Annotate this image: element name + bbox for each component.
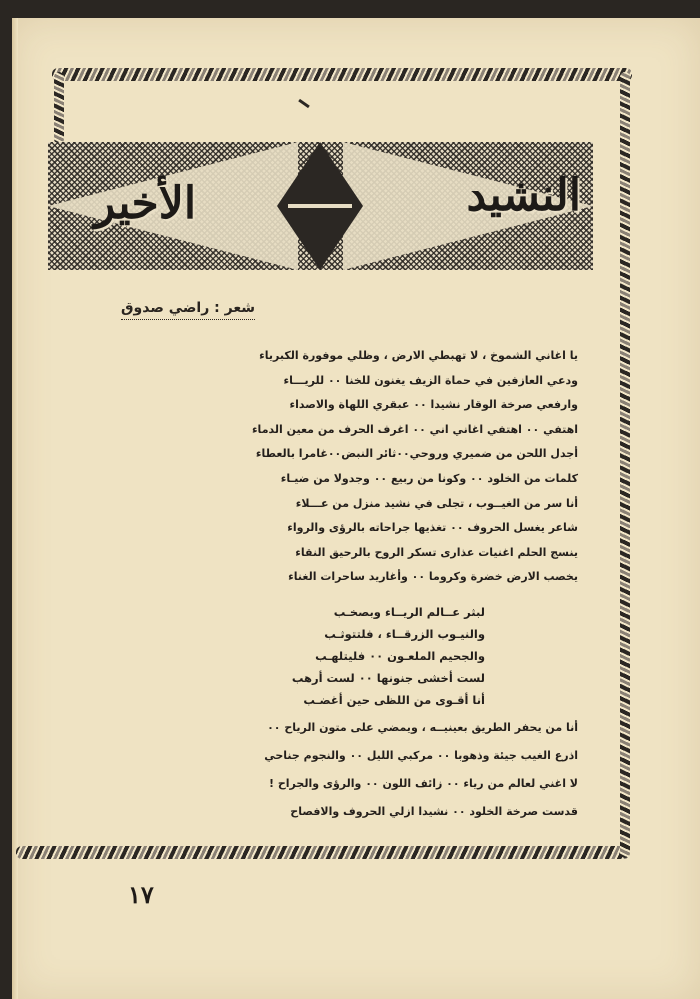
frame-right-border (620, 72, 630, 858)
poem-line: أجدل اللحن من ضميري وروحي٠٠ثائر النبض٠٠غامرا بالعطاء (255, 447, 578, 461)
poem-line: يا اغاني الشموخ ، لا تهبطي الارض ، وظلي موفورة الكبرياء (259, 349, 578, 362)
poem-line: لا اغني لعالم من رياء ٠٠ زائف اللون ٠٠ والرؤى والجراح ! (269, 777, 578, 790)
poem-line: أنا من يحفر الطريق بعينيــه ، ويمضي على متون الرياح ٠٠ (267, 721, 578, 734)
poem-line: قدست صرخة الخلود ٠٠ نشيدا ازلي الحروف والافصاح (290, 805, 578, 818)
title-word-right: النشيد (466, 170, 581, 221)
poem-closing (100, 714, 578, 826)
page-number: ١٧ (128, 880, 154, 909)
title-banner (48, 142, 593, 270)
poem-line: شاعر يغسل الحروف ٠٠ تغذيها جراحاته بالرؤى والرواء (287, 521, 578, 535)
stanza-line: لست أخشى جنونها ٠٠ لست أرهب (291, 671, 485, 685)
poem-line: وارفعي صرخة الوقار نشيدا ٠٠ عبقري اللهاة والاصداء (289, 398, 578, 412)
poem-line: اهتفي ٠٠ اهتفي اغاني اني ٠٠ اغرف الحرف من معين الدماء (251, 422, 578, 436)
stanza-line: والجحيم الملعـون ٠٠ فليتلهـب (315, 649, 485, 663)
stanza-line: لبثر عــالم الريــاء وبصخـب (333, 605, 485, 619)
stanza-line: أنا أقـوى من اللظى حين أغضـب (303, 693, 485, 707)
poem-line: ودعي العازفين في حماة الزيف يغنون للخنا ٠٠ للريـــاء (283, 373, 578, 387)
frame-left-border (54, 72, 64, 144)
center-band (288, 204, 352, 208)
title-word-left: الأخير (94, 178, 197, 229)
poem-line: ينسج الحلم اغنيات عذارى تسكر الروح بالرحيق النقاء (295, 545, 578, 559)
stanza-line: والنيـوب الزرقــاء ، فلتتوثـب (324, 627, 485, 641)
poem-line: اذرع الغيب جيئة وذهوبا ٠٠ مركبي الليل ٠٠ والنجوم جناحي (264, 749, 578, 762)
frame-bottom-border (16, 846, 630, 859)
poem-line: أنا سر من الغيــوب ، تجلى في نشيد منزل من عـــلاء (295, 496, 578, 510)
poem-line: كلمات من الخلود ٠٠ وكونا من ربيع ٠٠ وجدولا من ضيـاء (280, 471, 578, 485)
author-byline: شعر : راضي صدوق (121, 300, 255, 320)
poem-stanza (285, 601, 485, 711)
poem-line: يخصب الارض خضرة وكروما ٠٠ وأغاريد ساحرات الغناء (288, 570, 578, 584)
poem-body (100, 344, 578, 590)
frame-top-border (52, 68, 632, 81)
